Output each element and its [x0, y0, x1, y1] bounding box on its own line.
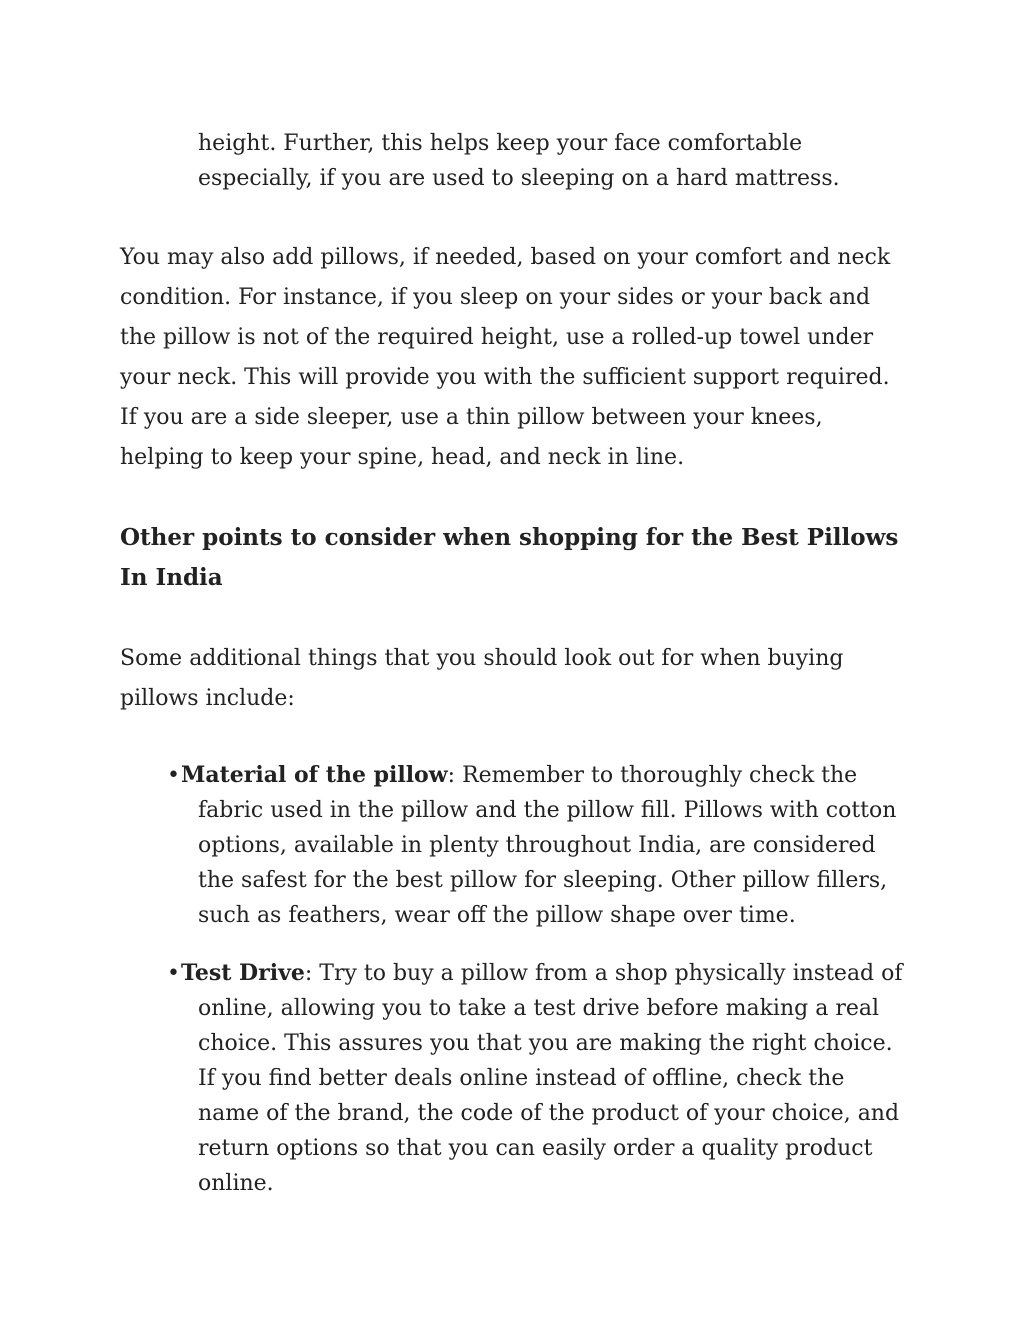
list-item-test-drive	[0, 956, 908, 1201]
continued-list-text: height. Further, this helps keep your face comfortable especially, if you are used to sleeping on a hard mattress.	[198, 131, 840, 191]
list-item-text: : Remember to thoroughly check the fabric used in the pillow and the pillow fill. Pillows with cotton options, available in plenty throughout India, are considered the safest for the best pillow for sleeping. Other pillow fillers, such as feathers, wear off the pillow shape over time.	[198, 763, 897, 928]
list-item-material	[0, 758, 908, 933]
list-item-term: Test Drive	[181, 960, 305, 986]
bullet-icon: •	[167, 961, 180, 986]
list-item-text: : Try to buy a pillow from a shop physically instead of online, allowing you to take a test drive before making a real choice. This assures you that you are making the right choice. If you find better deals online instead of offline, check the name of the brand, the code of the product of your choice, and return options so that you can easily order a quality product online.	[198, 961, 903, 1196]
body-paragraph-intro: Some additional things that you should look out for when buying pillows include:	[120, 646, 844, 711]
body-paragraph-pillows: You may also add pillows, if needed, based on your comfort and neck condition. For instance, if you sleep on your sides or your back and the pillow is not of the required height, use a rolled-up towel under your neck. This will provide you with the sufficient support required. If you are a side sleeper, use a thin pillow between your knees, helping to keep your spine, head, and neck in line.	[120, 245, 891, 470]
list-item-term: Material of the pillow	[181, 762, 448, 788]
bullet-list	[0, 758, 1024, 1224]
bullet-icon: •	[167, 763, 180, 788]
section-heading: Other points to consider when shopping for the Best Pillows In India	[120, 524, 899, 591]
